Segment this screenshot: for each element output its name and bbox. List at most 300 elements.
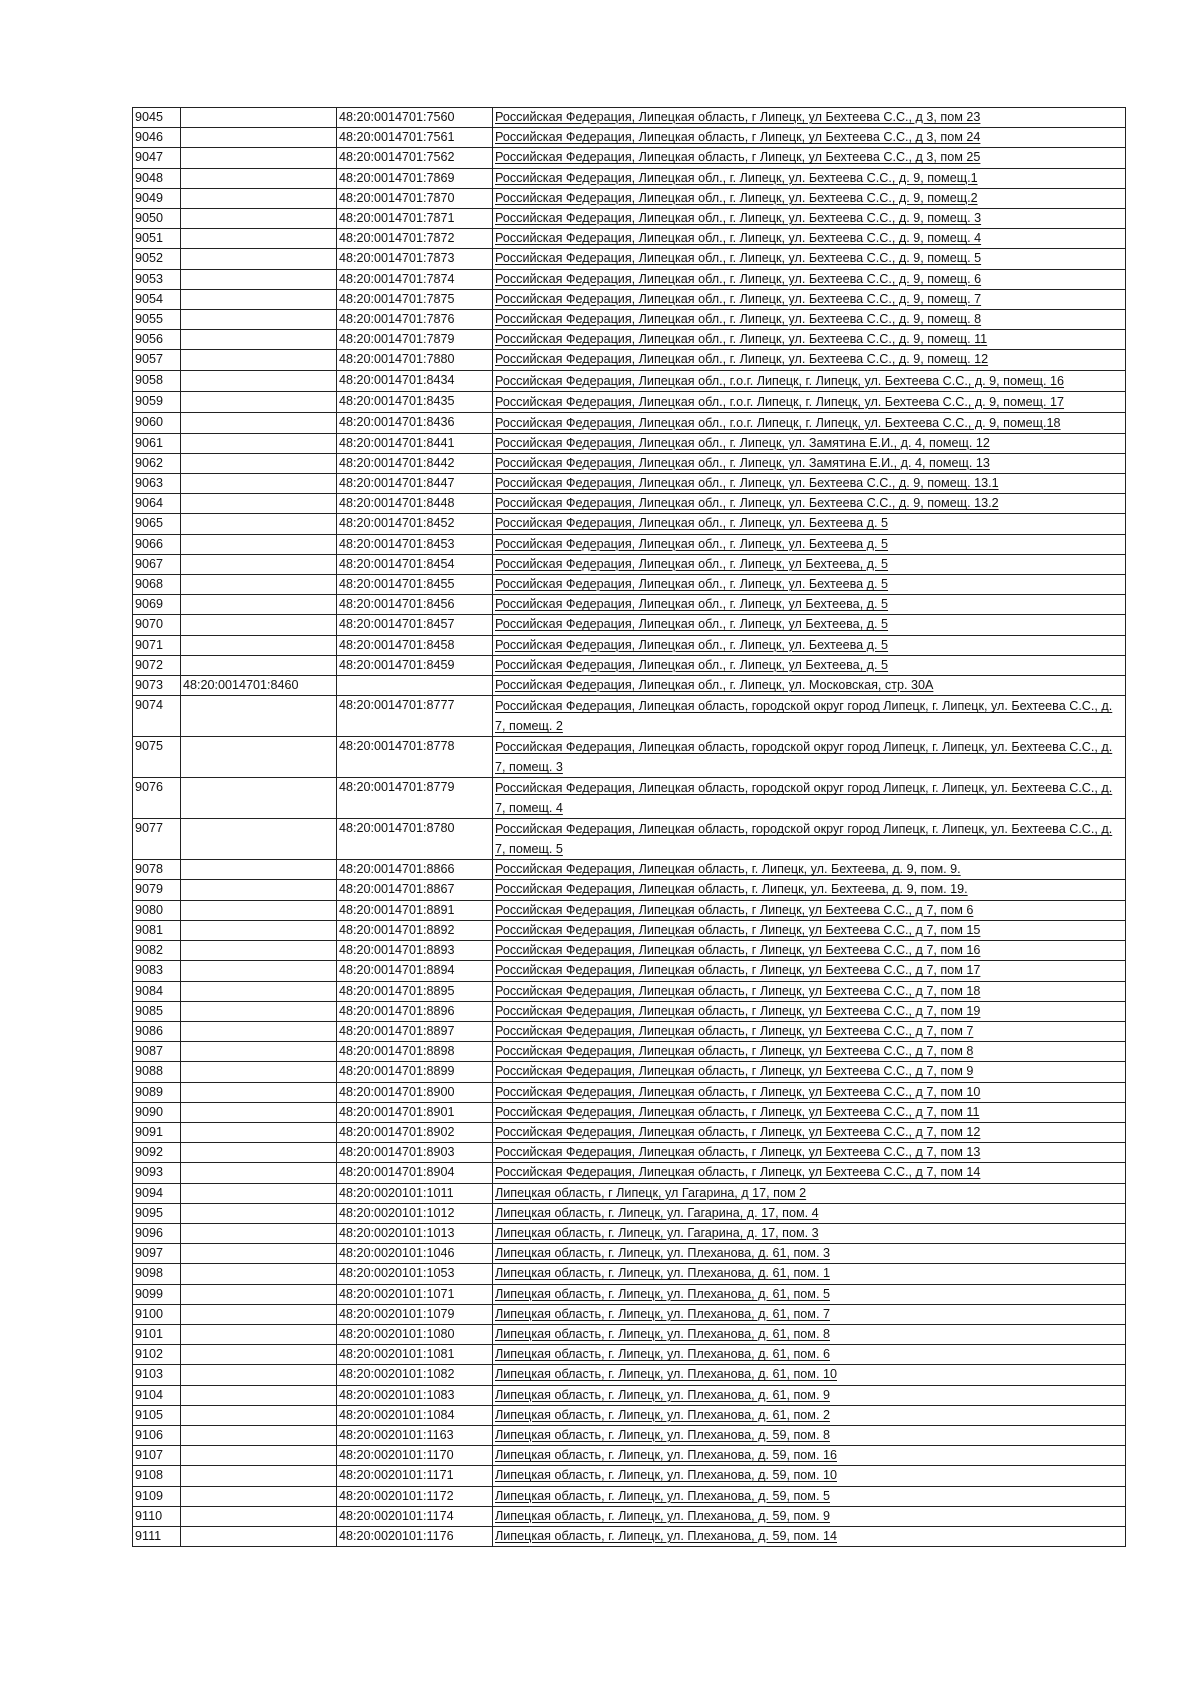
table-row [133, 1163, 1126, 1183]
building-cadastral-cell [181, 1001, 337, 1021]
building-cadastral-cell [181, 1082, 337, 1102]
row-number-cell: 9107 [133, 1446, 181, 1466]
building-cadastral-cell [181, 269, 337, 289]
address-cell: Российская Федерация, Липецкая обл., г. Липецк, ул. Бехтеева С.С., д. 9, помещ. 5 [493, 249, 1126, 269]
row-number-cell: 9082 [133, 941, 181, 961]
table-row [133, 676, 1126, 696]
premises-cadastral-cell: 48:20:0014701:8903 [337, 1143, 493, 1163]
address-cell: Липецкая область, г. Липецк, ул. Плеханова, д. 59, пом. 5 [493, 1486, 1126, 1506]
address-cell: Российская Федерация, Липецкая область, г Липецк, ул Бехтеева С.С., д 7, пом 12 [493, 1122, 1126, 1142]
table-row [133, 595, 1126, 615]
address-cell: Российская Федерация, Липецкая обл., г. Липецк, ул. Бехтеева д. 5 [493, 534, 1126, 554]
building-cadastral-cell [181, 981, 337, 1001]
premises-cadastral-cell: 48:20:0014701:8778 [337, 737, 493, 778]
address-cell: Российская Федерация, Липецкая область, г Липецк, ул Бехтеева С.С., д 7, пом 17 [493, 961, 1126, 981]
address-cell: Российская Федерация, Липецкая обл., г. Липецк, ул. Бехтеева С.С., д. 9, помещ. 11 [493, 330, 1126, 350]
premises-cadastral-cell: 48:20:0014701:7871 [337, 209, 493, 229]
building-cadastral-cell [181, 391, 337, 412]
row-number-cell: 9072 [133, 655, 181, 675]
table-row [133, 350, 1126, 370]
building-cadastral-cell [181, 1264, 337, 1284]
address-cell: Российская Федерация, Липецкая обл., г. Липецк, ул. Бехтеева С.С., д. 9, помещ.2 [493, 188, 1126, 208]
table-row [133, 1365, 1126, 1385]
row-number-cell: 9084 [133, 981, 181, 1001]
table-row [133, 1345, 1126, 1365]
row-number-cell: 9062 [133, 453, 181, 473]
premises-cadastral-cell: 48:20:0020101:1071 [337, 1284, 493, 1304]
table-row [133, 453, 1126, 473]
building-cadastral-cell [181, 494, 337, 514]
table-row [133, 1486, 1126, 1506]
building-cadastral-cell [181, 1486, 337, 1506]
table-row [133, 900, 1126, 920]
table-row [133, 920, 1126, 940]
row-number-cell: 9053 [133, 269, 181, 289]
premises-cadastral-cell: 48:20:0014701:8899 [337, 1062, 493, 1082]
table-row [133, 1082, 1126, 1102]
building-cadastral-cell [181, 1526, 337, 1546]
address-cell: Липецкая область, г. Липецк, ул. Плеханова, д. 59, пом. 16 [493, 1446, 1126, 1466]
table-row [133, 941, 1126, 961]
address-cell: Липецкая область, г. Липецк, ул. Плеханова, д. 59, пом. 10 [493, 1466, 1126, 1486]
premises-cadastral-cell: 48:20:0020101:1046 [337, 1244, 493, 1264]
table-row [133, 981, 1126, 1001]
row-number-cell: 9069 [133, 595, 181, 615]
premises-cadastral-cell: 48:20:0014701:8452 [337, 514, 493, 534]
row-number-cell: 9074 [133, 696, 181, 737]
row-number-cell: 9111 [133, 1526, 181, 1546]
table-row [133, 1244, 1126, 1264]
table-row [133, 1102, 1126, 1122]
premises-cadastral-cell: 48:20:0020101:1011 [337, 1183, 493, 1203]
premises-cadastral-cell: 48:20:0020101:1080 [337, 1324, 493, 1344]
row-number-cell: 9077 [133, 819, 181, 860]
premises-cadastral-cell: 48:20:0014701:7870 [337, 188, 493, 208]
row-number-cell: 9106 [133, 1425, 181, 1445]
table-row [133, 1324, 1126, 1344]
row-number-cell: 9057 [133, 350, 181, 370]
building-cadastral-cell [181, 1385, 337, 1405]
table-row [133, 737, 1126, 778]
building-cadastral-cell [181, 635, 337, 655]
address-cell: Российская Федерация, Липецкая обл., г. Липецк, ул. Бехтеева С.С., д. 9, помещ. 13.1 [493, 474, 1126, 494]
row-number-cell: 9067 [133, 554, 181, 574]
building-cadastral-cell [181, 1506, 337, 1526]
table-row [133, 655, 1126, 675]
building-cadastral-cell [181, 1405, 337, 1425]
premises-cadastral-cell: 48:20:0014701:8897 [337, 1021, 493, 1041]
building-cadastral-cell [181, 1244, 337, 1264]
premises-cadastral-cell: 48:20:0014701:7869 [337, 168, 493, 188]
address-cell: Липецкая область, г. Липецк, ул. Плеханова, д. 61, пом. 9 [493, 1385, 1126, 1405]
address-cell: Липецкая область, г. Липецк, ул. Плеханова, д. 59, пом. 8 [493, 1425, 1126, 1445]
table-row [133, 1506, 1126, 1526]
address-cell: Российская Федерация, Липецкая область, г Липецк, ул Бехтеева С.С., д 7, пом 7 [493, 1021, 1126, 1041]
table-row [133, 474, 1126, 494]
address-cell: Российская Федерация, Липецкая область, городской округ город Липецк, г. Липецк, ул. Бехтеева С.С., д. 7, помещ. 5 [493, 819, 1126, 860]
premises-cadastral-cell: 48:20:0014701:7561 [337, 128, 493, 148]
premises-cadastral-cell: 48:20:0020101:1084 [337, 1405, 493, 1425]
row-number-cell: 9085 [133, 1001, 181, 1021]
table-row [133, 128, 1126, 148]
address-cell: Российская Федерация, Липецкая обл., г. Липецк, ул Бехтеева, д. 5 [493, 615, 1126, 635]
table-row [133, 1203, 1126, 1223]
table-row [133, 880, 1126, 900]
building-cadastral-cell [181, 1324, 337, 1344]
row-number-cell: 9070 [133, 615, 181, 635]
building-cadastral-cell [181, 941, 337, 961]
building-cadastral-cell [181, 1345, 337, 1365]
address-cell: Липецкая область, г. Липецк, ул. Плеханова, д. 61, пом. 10 [493, 1365, 1126, 1385]
table-row [133, 575, 1126, 595]
premises-cadastral-cell: 48:20:0014701:8434 [337, 370, 493, 391]
address-cell: Российская Федерация, Липецкая обл., г. Липецк, ул. Бехтеева С.С., д. 9, помещ. 3 [493, 209, 1126, 229]
table-row [133, 1122, 1126, 1142]
address-cell: Российская Федерация, Липецкая обл., г. Липецк, ул. Замятина Е.И., д. 4, помещ. 12 [493, 433, 1126, 453]
premises-cadastral-cell: 48:20:0014701:8436 [337, 412, 493, 433]
row-number-cell: 9063 [133, 474, 181, 494]
row-number-cell: 9050 [133, 209, 181, 229]
premises-cadastral-cell: 48:20:0020101:1013 [337, 1223, 493, 1243]
address-cell: Российская Федерация, Липецкая обл., г. Липецк, ул. Бехтеева д. 5 [493, 575, 1126, 595]
address-cell: Липецкая область, г. Липецк, ул. Плеханова, д. 61, пом. 8 [493, 1324, 1126, 1344]
address-cell: Российская Федерация, Липецкая обл., г. Липецк, ул Бехтеева, д. 5 [493, 595, 1126, 615]
row-number-cell: 9100 [133, 1304, 181, 1324]
premises-cadastral-cell: 48:20:0014701:8455 [337, 575, 493, 595]
table-row [133, 229, 1126, 249]
row-number-cell: 9101 [133, 1324, 181, 1344]
building-cadastral-cell [181, 1021, 337, 1041]
building-cadastral-cell [181, 655, 337, 675]
address-cell: Российская Федерация, Липецкая область, г. Липецк, ул. Бехтеева, д. 9, пом. 19. [493, 880, 1126, 900]
building-cadastral-cell [181, 412, 337, 433]
table-row [133, 1223, 1126, 1243]
address-cell: Российская Федерация, Липецкая область, г Липецк, ул Бехтеева С.С., д 7, пом 6 [493, 900, 1126, 920]
row-number-cell: 9097 [133, 1244, 181, 1264]
building-cadastral-cell [181, 209, 337, 229]
premises-cadastral-cell: 48:20:0014701:8442 [337, 453, 493, 473]
address-cell: Российская Федерация, Липецкая обл., г. Липецк, ул. Бехтеева д. 5 [493, 635, 1126, 655]
premises-cadastral-cell: 48:20:0014701:8458 [337, 635, 493, 655]
table-row [133, 635, 1126, 655]
premises-cadastral-cell: 48:20:0014701:8893 [337, 941, 493, 961]
table-row [133, 391, 1126, 412]
address-cell: Российская Федерация, Липецкая область, г Липецк, ул Бехтеева С.С., д 7, пом 19 [493, 1001, 1126, 1021]
address-cell: Российская Федерация, Липецкая область, г Липецк, ул Бехтеева С.С., д 3, пом 25 [493, 148, 1126, 168]
table-row [133, 1526, 1126, 1546]
building-cadastral-cell [181, 880, 337, 900]
table-row [133, 1304, 1126, 1324]
address-cell: Российская Федерация, Липецкая обл., г.о.г. Липецк, г. Липецк, ул. Бехтеева С.С., д. 9, помещ. 16 [493, 370, 1126, 391]
row-number-cell: 9064 [133, 494, 181, 514]
table-row [133, 188, 1126, 208]
row-number-cell: 9065 [133, 514, 181, 534]
table-row [133, 1183, 1126, 1203]
row-number-cell: 9075 [133, 737, 181, 778]
address-cell: Российская Федерация, Липецкая обл., г. Липецк, ул. Бехтеева д. 5 [493, 514, 1126, 534]
building-cadastral-cell [181, 900, 337, 920]
building-cadastral-cell: 48:20:0014701:8460 [181, 676, 337, 696]
table-row [133, 1264, 1126, 1284]
premises-cadastral-cell: 48:20:0014701:8904 [337, 1163, 493, 1183]
address-cell: Российская Федерация, Липецкая обл., г. Липецк, ул. Бехтеева С.С., д. 9, помещ. 7 [493, 289, 1126, 309]
address-cell: Российская Федерация, Липецкая область, г Липецк, ул Бехтеева С.С., д 7, пом 10 [493, 1082, 1126, 1102]
building-cadastral-cell [181, 148, 337, 168]
table-row [133, 514, 1126, 534]
premises-cadastral-cell: 48:20:0014701:7879 [337, 330, 493, 350]
building-cadastral-cell [181, 1203, 337, 1223]
address-cell: Российская Федерация, Липецкая область, городской округ город Липецк, г. Липецк, ул. Бехтеева С.С., д. 7, помещ. 2 [493, 696, 1126, 737]
building-cadastral-cell [181, 575, 337, 595]
table-row [133, 209, 1126, 229]
row-number-cell: 9093 [133, 1163, 181, 1183]
building-cadastral-cell [181, 737, 337, 778]
premises-cadastral-cell: 48:20:0014701:8435 [337, 391, 493, 412]
row-number-cell: 9061 [133, 433, 181, 453]
address-cell: Российская Федерация, Липецкая обл., г. Липецк, ул. Замятина Е.И., д. 4, помещ. 13 [493, 453, 1126, 473]
table-row [133, 1042, 1126, 1062]
table-row [133, 1021, 1126, 1041]
address-cell: Российская Федерация, Липецкая обл., г. Липецк, ул. Московская, стр. 30А [493, 676, 1126, 696]
premises-cadastral-cell: 48:20:0020101:1012 [337, 1203, 493, 1223]
row-number-cell: 9108 [133, 1466, 181, 1486]
building-cadastral-cell [181, 860, 337, 880]
row-number-cell: 9092 [133, 1143, 181, 1163]
building-cadastral-cell [181, 696, 337, 737]
premises-cadastral-cell: 48:20:0014701:8895 [337, 981, 493, 1001]
row-number-cell: 9051 [133, 229, 181, 249]
building-cadastral-cell [181, 108, 337, 128]
premises-cadastral-cell: 48:20:0014701:7880 [337, 350, 493, 370]
premises-cadastral-cell: 48:20:0014701:8898 [337, 1042, 493, 1062]
premises-cadastral-cell: 48:20:0014701:8441 [337, 433, 493, 453]
table-row [133, 168, 1126, 188]
premises-cadastral-cell: 48:20:0020101:1082 [337, 1365, 493, 1385]
premises-cadastral-cell: 48:20:0014701:8902 [337, 1122, 493, 1142]
address-cell: Российская Федерация, Липецкая обл., г. Липецк, ул. Бехтеева С.С., д. 9, помещ. 13.2 [493, 494, 1126, 514]
address-cell: Российская Федерация, Липецкая область, г Липецк, ул Бехтеева С.С., д 7, пом 9 [493, 1062, 1126, 1082]
row-number-cell: 9058 [133, 370, 181, 391]
row-number-cell: 9098 [133, 1264, 181, 1284]
building-cadastral-cell [181, 920, 337, 940]
premises-cadastral-cell: 48:20:0020101:1170 [337, 1446, 493, 1466]
premises-cadastral-cell [337, 676, 493, 696]
premises-cadastral-cell: 48:20:0014701:8459 [337, 655, 493, 675]
building-cadastral-cell [181, 433, 337, 453]
row-number-cell: 9068 [133, 575, 181, 595]
table-row [133, 1425, 1126, 1445]
premises-cadastral-cell: 48:20:0014701:8900 [337, 1082, 493, 1102]
address-cell: Российская Федерация, Липецкая обл., г. Липецк, ул Бехтеева, д. 5 [493, 554, 1126, 574]
row-number-cell: 9045 [133, 108, 181, 128]
table-row [133, 412, 1126, 433]
row-number-cell: 9080 [133, 900, 181, 920]
address-cell: Липецкая область, г. Липецк, ул. Плеханова, д. 61, пом. 1 [493, 1264, 1126, 1284]
building-cadastral-cell [181, 229, 337, 249]
address-cell: Российская Федерация, Липецкая область, г Липецк, ул Бехтеева С.С., д 7, пом 14 [493, 1163, 1126, 1183]
address-cell: Российская Федерация, Липецкая область, г. Липецк, ул. Бехтеева, д. 9, пом. 9. [493, 860, 1126, 880]
row-number-cell: 9099 [133, 1284, 181, 1304]
address-cell: Российская Федерация, Липецкая обл., г. Липецк, ул. Бехтеева С.С., д. 9, помещ. 12 [493, 350, 1126, 370]
premises-cadastral-cell: 48:20:0014701:8896 [337, 1001, 493, 1021]
table-row [133, 696, 1126, 737]
row-number-cell: 9049 [133, 188, 181, 208]
building-cadastral-cell [181, 188, 337, 208]
premises-cadastral-cell: 48:20:0014701:8447 [337, 474, 493, 494]
property-register-table [132, 107, 1126, 1547]
table-row [133, 1405, 1126, 1425]
premises-cadastral-cell: 48:20:0014701:8777 [337, 696, 493, 737]
premises-cadastral-cell: 48:20:0014701:8867 [337, 880, 493, 900]
address-cell: Российская Федерация, Липецкая обл., г. Липецк, ул. Бехтеева С.С., д. 9, помещ.1 [493, 168, 1126, 188]
row-number-cell: 9059 [133, 391, 181, 412]
table-row [133, 249, 1126, 269]
row-number-cell: 9060 [133, 412, 181, 433]
premises-cadastral-cell: 48:20:0020101:1172 [337, 1486, 493, 1506]
premises-cadastral-cell: 48:20:0020101:1053 [337, 1264, 493, 1284]
building-cadastral-cell [181, 1122, 337, 1142]
building-cadastral-cell [181, 1284, 337, 1304]
row-number-cell: 9102 [133, 1345, 181, 1365]
premises-cadastral-cell: 48:20:0020101:1174 [337, 1506, 493, 1526]
premises-cadastral-cell: 48:20:0014701:7874 [337, 269, 493, 289]
building-cadastral-cell [181, 1163, 337, 1183]
building-cadastral-cell [181, 534, 337, 554]
premises-cadastral-cell: 48:20:0020101:1083 [337, 1385, 493, 1405]
building-cadastral-cell [181, 1304, 337, 1324]
row-number-cell: 9056 [133, 330, 181, 350]
building-cadastral-cell [181, 595, 337, 615]
building-cadastral-cell [181, 778, 337, 819]
table-row [133, 778, 1126, 819]
address-cell: Российская Федерация, Липецкая область, г Липецк, ул Бехтеева С.С., д 7, пом 8 [493, 1042, 1126, 1062]
building-cadastral-cell [181, 819, 337, 860]
address-cell: Российская Федерация, Липецкая область, г Липецк, ул Бехтеева С.С., д 7, пом 18 [493, 981, 1126, 1001]
row-number-cell: 9109 [133, 1486, 181, 1506]
building-cadastral-cell [181, 310, 337, 330]
row-number-cell: 9055 [133, 310, 181, 330]
building-cadastral-cell [181, 453, 337, 473]
row-number-cell: 9103 [133, 1365, 181, 1385]
building-cadastral-cell [181, 1062, 337, 1082]
row-number-cell: 9054 [133, 289, 181, 309]
row-number-cell: 9110 [133, 1506, 181, 1526]
address-cell: Липецкая область, г. Липецк, ул. Плеханова, д. 61, пом. 2 [493, 1405, 1126, 1425]
building-cadastral-cell [181, 289, 337, 309]
premises-cadastral-cell: 48:20:0014701:8891 [337, 900, 493, 920]
building-cadastral-cell [181, 514, 337, 534]
building-cadastral-cell [181, 168, 337, 188]
address-cell: Российская Федерация, Липецкая обл., г. Липецк, ул. Бехтеева С.С., д. 9, помещ. 6 [493, 269, 1126, 289]
table-row [133, 615, 1126, 635]
table-row [133, 961, 1126, 981]
building-cadastral-cell [181, 1183, 337, 1203]
address-cell: Липецкая область, г. Липецк, ул. Плеханова, д. 61, пом. 5 [493, 1284, 1126, 1304]
premises-cadastral-cell: 48:20:0014701:8448 [337, 494, 493, 514]
table-row [133, 148, 1126, 168]
table-row [133, 269, 1126, 289]
row-number-cell: 9090 [133, 1102, 181, 1122]
premises-cadastral-cell: 48:20:0014701:8779 [337, 778, 493, 819]
building-cadastral-cell [181, 1425, 337, 1445]
premises-cadastral-cell: 48:20:0014701:8901 [337, 1102, 493, 1122]
building-cadastral-cell [181, 330, 337, 350]
row-number-cell: 9073 [133, 676, 181, 696]
table-row [133, 1284, 1126, 1304]
row-number-cell: 9081 [133, 920, 181, 940]
premises-cadastral-cell: 48:20:0020101:1163 [337, 1425, 493, 1445]
address-cell: Российская Федерация, Липецкая область, г Липецк, ул Бехтеева С.С., д 7, пом 15 [493, 920, 1126, 940]
building-cadastral-cell [181, 615, 337, 635]
building-cadastral-cell [181, 1143, 337, 1163]
row-number-cell: 9105 [133, 1405, 181, 1425]
premises-cadastral-cell: 48:20:0014701:8892 [337, 920, 493, 940]
row-number-cell: 9088 [133, 1062, 181, 1082]
building-cadastral-cell [181, 474, 337, 494]
row-number-cell: 9083 [133, 961, 181, 981]
row-number-cell: 9071 [133, 635, 181, 655]
row-number-cell: 9076 [133, 778, 181, 819]
row-number-cell: 9096 [133, 1223, 181, 1243]
table-row [133, 310, 1126, 330]
premises-cadastral-cell: 48:20:0020101:1171 [337, 1466, 493, 1486]
table-row [133, 554, 1126, 574]
building-cadastral-cell [181, 1446, 337, 1466]
building-cadastral-cell [181, 370, 337, 391]
premises-cadastral-cell: 48:20:0014701:8454 [337, 554, 493, 574]
table-body [133, 108, 1126, 1547]
premises-cadastral-cell: 48:20:0014701:8780 [337, 819, 493, 860]
premises-cadastral-cell: 48:20:0020101:1081 [337, 1345, 493, 1365]
premises-cadastral-cell: 48:20:0014701:7876 [337, 310, 493, 330]
address-cell: Российская Федерация, Липецкая область, городской округ город Липецк, г. Липецк, ул. Бехтеева С.С., д. 7, помещ. 4 [493, 778, 1126, 819]
premises-cadastral-cell: 48:20:0014701:7875 [337, 289, 493, 309]
row-number-cell: 9094 [133, 1183, 181, 1203]
premises-cadastral-cell: 48:20:0014701:7873 [337, 249, 493, 269]
table-row [133, 819, 1126, 860]
row-number-cell: 9095 [133, 1203, 181, 1223]
building-cadastral-cell [181, 128, 337, 148]
address-cell: Российская Федерация, Липецкая область, г Липецк, ул Бехтеева С.С., д 3, пом 23 [493, 108, 1126, 128]
address-cell: Липецкая область, г Липецк, ул Гагарина, д 17, пом 2 [493, 1183, 1126, 1203]
premises-cadastral-cell: 48:20:0014701:8866 [337, 860, 493, 880]
row-number-cell: 9086 [133, 1021, 181, 1041]
address-cell: Липецкая область, г. Липецк, ул. Гагарина, д. 17, пом. 4 [493, 1203, 1126, 1223]
address-cell: Российская Федерация, Липецкая область, г Липецк, ул Бехтеева С.С., д 7, пом 16 [493, 941, 1126, 961]
row-number-cell: 9066 [133, 534, 181, 554]
table-row [133, 1466, 1126, 1486]
building-cadastral-cell [181, 1466, 337, 1486]
row-number-cell: 9091 [133, 1122, 181, 1142]
address-cell: Российская Федерация, Липецкая обл., г. Липецк, ул. Бехтеева С.С., д. 9, помещ. 4 [493, 229, 1126, 249]
address-cell: Российская Федерация, Липецкая обл., г.о.г. Липецк, г. Липецк, ул. Бехтеева С.С., д. 9, помещ. 17 [493, 391, 1126, 412]
premises-cadastral-cell: 48:20:0014701:8456 [337, 595, 493, 615]
table-row [133, 860, 1126, 880]
table-row [133, 534, 1126, 554]
building-cadastral-cell [181, 961, 337, 981]
address-cell: Липецкая область, г. Липецк, ул. Плеханова, д. 61, пом. 7 [493, 1304, 1126, 1324]
premises-cadastral-cell: 48:20:0020101:1176 [337, 1526, 493, 1546]
address-cell: Липецкая область, г. Липецк, ул. Плеханова, д. 61, пом. 3 [493, 1244, 1126, 1264]
address-cell: Липецкая область, г. Липецк, ул. Гагарина, д. 17, пом. 3 [493, 1223, 1126, 1243]
table-row [133, 1143, 1126, 1163]
address-cell: Российская Федерация, Липецкая область, г Липецк, ул Бехтеева С.С., д 7, пом 13 [493, 1143, 1126, 1163]
address-cell: Липецкая область, г. Липецк, ул. Плеханова, д. 61, пом. 6 [493, 1345, 1126, 1365]
table-row [133, 494, 1126, 514]
row-number-cell: 9046 [133, 128, 181, 148]
address-cell: Российская Федерация, Липецкая обл., г.о.г. Липецк, г. Липецк, ул. Бехтеева С.С., д. 9, помещ.18 [493, 412, 1126, 433]
premises-cadastral-cell: 48:20:0020101:1079 [337, 1304, 493, 1324]
